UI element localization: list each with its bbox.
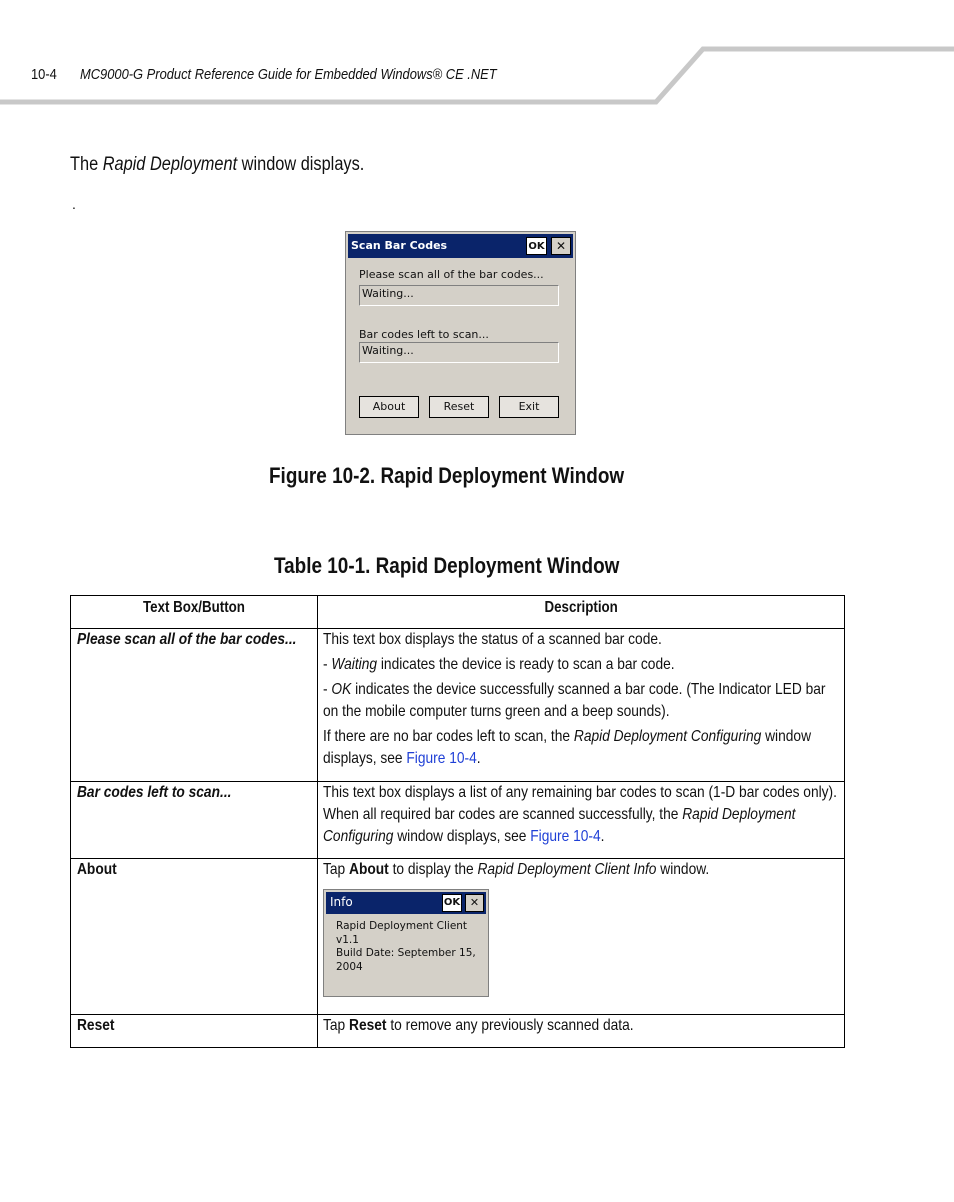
- row1-p3: [323, 679, 842, 723]
- info-line: Build Date: September 15,: [336, 947, 476, 959]
- row1-p3-text: indicates the device successfully scanned a bar code. (The Indicator LED bar on the mobile computer turns green and a beep sounds).: [323, 681, 826, 720]
- table-caption: Table 10-1. Rapid Deployment Window: [274, 553, 620, 578]
- info-body: [336, 920, 476, 974]
- info-dialog-screenshot: [323, 889, 489, 997]
- row2-text-b: window displays, see: [393, 828, 531, 845]
- page-number: 10-4: [31, 66, 57, 83]
- codes-left-field: Waiting...: [359, 342, 559, 363]
- row1-p2-text: indicates the device is ready to scan a bar code.: [377, 656, 675, 673]
- stray-dot: .: [72, 196, 76, 212]
- intro-prefix: The: [70, 154, 103, 175]
- reset-term: Reset: [349, 1017, 387, 1034]
- info-ok-button[interactable]: OK: [442, 894, 462, 912]
- row1-p4: [323, 726, 842, 770]
- row4-text-end: to remove any previously scanned data.: [386, 1017, 634, 1034]
- figure-10-4-link[interactable]: Figure 10-4: [530, 828, 601, 845]
- table-row-description: [323, 859, 842, 881]
- table-row-name: About: [77, 861, 117, 878]
- intro-sentence: [70, 154, 364, 176]
- table-row-name: [77, 629, 311, 651]
- column-divider: [317, 596, 318, 1047]
- row1-name: Please scan all of the bar codes...: [77, 631, 297, 648]
- about-button[interactable]: About: [359, 396, 419, 418]
- dash: -: [323, 656, 332, 673]
- rapid-deployment-table: [70, 595, 845, 1048]
- row3-text-end: window.: [656, 861, 710, 878]
- info-close-icon[interactable]: ✕: [465, 894, 484, 912]
- about-term: About: [349, 861, 389, 878]
- row3-text-a: Tap: [323, 861, 350, 878]
- column-header-description: Description: [544, 599, 618, 616]
- header-rule-graphic: [0, 0, 954, 110]
- ok-button[interactable]: OK: [526, 237, 547, 255]
- intro-emphasis: Rapid Deployment: [102, 154, 238, 175]
- configuring-window-term: Rapid Deployment Configuring: [573, 728, 762, 745]
- period: .: [600, 828, 605, 845]
- page-header: [0, 0, 954, 110]
- figure-caption: Figure 10-2. Rapid Deployment Window: [269, 463, 625, 488]
- exit-button[interactable]: Exit: [499, 396, 559, 418]
- scan-all-label: Please scan all of the bar codes...: [359, 268, 544, 281]
- table-row-name: [77, 782, 311, 804]
- info-titlebar: [326, 892, 486, 914]
- configuring-window-term: Rapid Deployment Configuring: [323, 806, 796, 845]
- info-title: Info: [330, 895, 353, 909]
- info-line: Rapid Deployment Client: [336, 920, 468, 932]
- period: .: [476, 750, 481, 767]
- row3-text-b: to display the: [388, 861, 478, 878]
- table-row-description: [323, 629, 842, 773]
- row4-text-a: Tap: [323, 1017, 350, 1034]
- running-title: MC9000-G Product Reference Guide for Embedded Windows® CE .NET: [80, 66, 497, 83]
- figure-10-4-link[interactable]: Figure 10-4: [406, 750, 477, 767]
- info-line: 2004: [336, 960, 363, 973]
- codes-left-label: Bar codes left to scan...: [359, 328, 489, 341]
- row2-text-a: This text box displays a list of any remaining bar codes to scan (1-D bar codes only). When all required bar codes are scanned successfully, the: [323, 784, 837, 823]
- close-icon[interactable]: ✕: [551, 237, 571, 255]
- reset-button[interactable]: Reset: [429, 396, 489, 418]
- dialog-titlebar: [348, 234, 573, 258]
- waiting-term: Waiting: [331, 656, 378, 673]
- scan-bar-codes-dialog: [345, 231, 576, 435]
- table-row-name: Reset: [77, 1017, 115, 1034]
- row2-name: Bar codes left to scan...: [77, 784, 232, 801]
- table-row-description: [323, 1015, 842, 1037]
- dialog-title: Scan Bar Codes: [351, 239, 448, 252]
- scan-status-field: Waiting...: [359, 285, 559, 306]
- row1-p4-text-a: If there are no bar codes left to scan, the: [323, 728, 574, 745]
- column-header-textbox-button: Text Box/Button: [142, 599, 245, 616]
- info-line: v1.1: [336, 933, 359, 946]
- dash: -: [323, 681, 332, 698]
- table-row-description: [323, 782, 842, 848]
- client-info-term: Rapid Deployment Client Info: [477, 861, 657, 878]
- row1-p2: [323, 654, 842, 676]
- intro-suffix: window displays.: [237, 154, 365, 175]
- ok-term: OK: [331, 681, 352, 698]
- row1-p4-text-b: window displays, see: [323, 728, 812, 767]
- row1-p1: This text box displays the status of a scanned bar code.: [323, 631, 662, 648]
